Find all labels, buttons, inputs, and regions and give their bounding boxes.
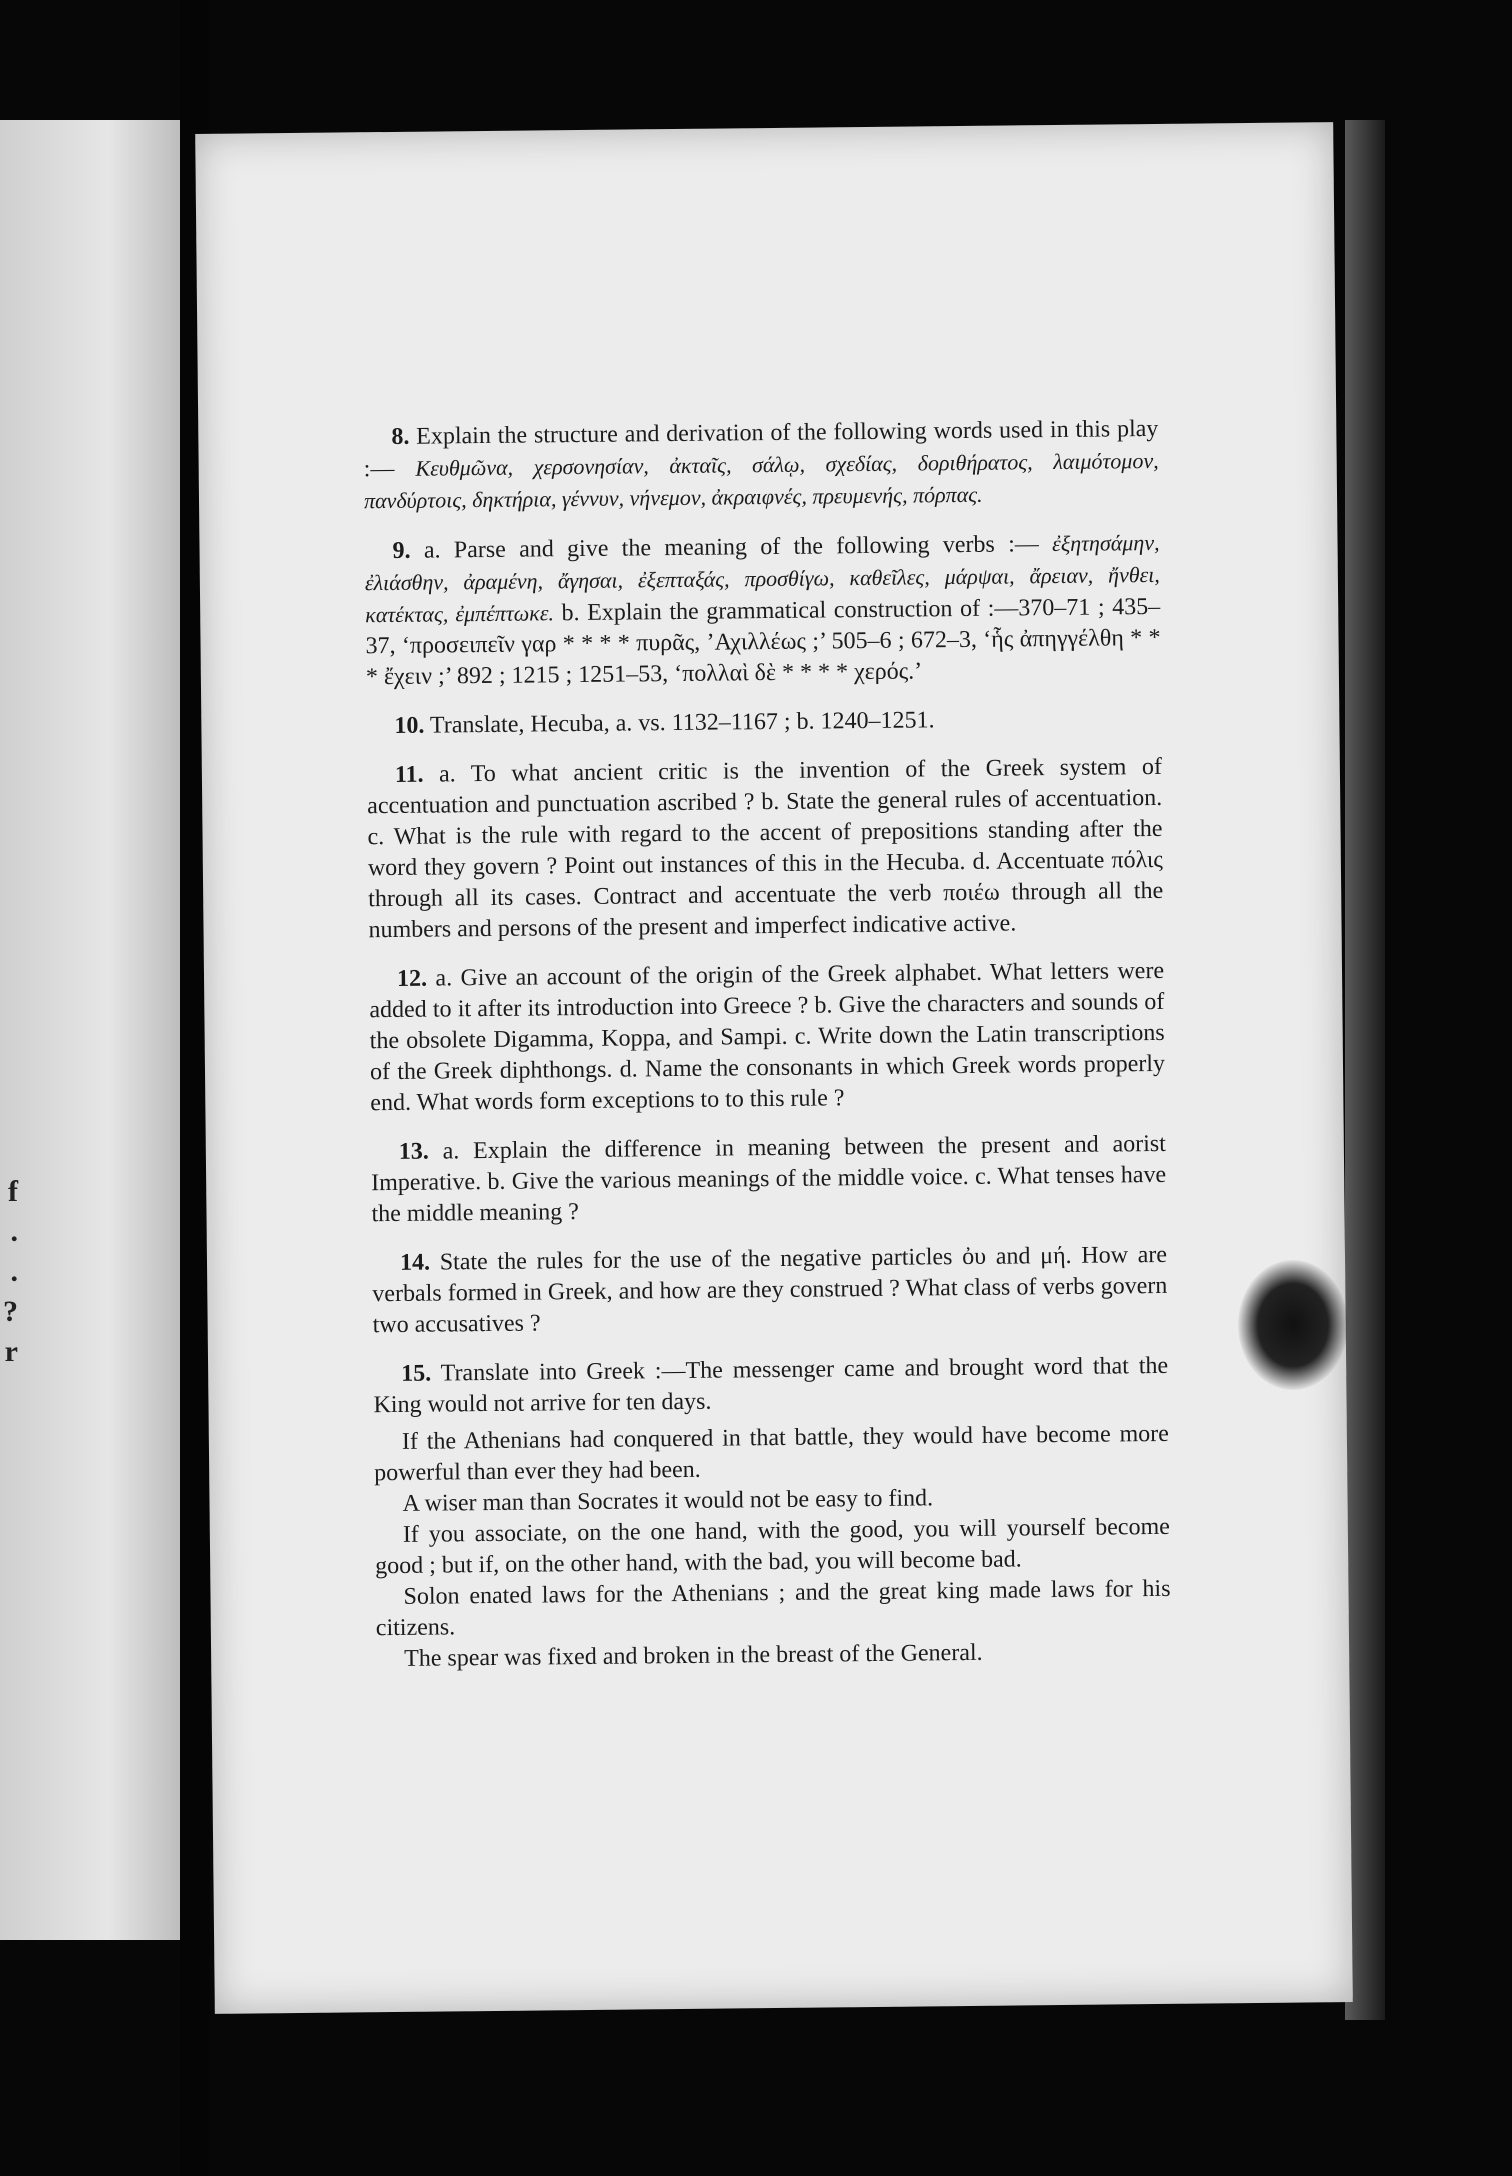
left-fragment: .: [10, 1255, 18, 1288]
question-number: 15.: [401, 1360, 432, 1387]
question-15: [373, 1351, 1169, 1421]
ink-blot: [1238, 1260, 1348, 1390]
question-number: 8.: [391, 423, 410, 450]
left-fragment: ?: [3, 1295, 18, 1328]
right-page-edge: [1345, 120, 1385, 2020]
question-number: 14.: [399, 1249, 431, 1276]
question-number: 9.: [392, 537, 411, 564]
question-12: [369, 956, 1166, 1119]
question-text: a. To what ancient critic is the invention of the Greek system of accentuation and punctuation ascribed ? b. State the general rules of accentuation. c. What is the rule with regard to the accent of prepositions standing after the word they govern ? Point out instances of this in the Hecuba. d. Accentuate πόλις through all its cases. Contract and accentuate the verb ποιέω through all the numbers and persons of the present and imperfect indicative active.: [367, 753, 1164, 944]
translation-sentence: A wiser man than Socrates it would not be easy to find.: [402, 1485, 934, 1517]
question-text: b. Explain the grammatical construction of :—370–71 ; 435–37, ‘προσειπεῖν γαρ * * * * πυρᾶς, ’Αχιλλέως ;’ 505–6 ; 672–3, ‘ἧς ἀπηγγέλθη * * * ἔχειν ;’ 892 ; 1215 ; 1251–53, ‘πολλαὶ δὲ * * * * χερός.’: [365, 593, 1161, 691]
question-number: 12.: [396, 965, 428, 992]
left-fragment: r: [4, 1335, 18, 1368]
question-text: a. Give an account of the origin of the Greek alphabet. What letters were added to it after its introduction into Greece ? b. Give the characters and sounds of the obsolete Digamma, Koppa, and Sampi. c. Write down the Latin transcriptions of the Greek diphthongs. d. Name the consonants in which Greek words properly end. What words form exceptions to to this rule ?: [369, 957, 1166, 1117]
question-text: a. Parse and give the meaning of the following verbs :—: [423, 531, 1039, 564]
question-9: [364, 527, 1161, 693]
question-14: [372, 1240, 1168, 1341]
translation-sentence: Solon enated laws for the Athenians ; and the great king made laws for his citizens.: [375, 1575, 1171, 1642]
translation-sentence: The spear was fixed and broken in the breast of the General.: [404, 1639, 983, 1672]
greek-verb-list: ἐξητησάμην, ἐλιάσθην, ἀραμένη, ἄγησαι, ἐξεπταξάς, προσθίγω, καθεῖλες, μάρψαι, ἄρειαν, ἤνθει, κατέκτας, ἐμπέπτωκε.: [364, 529, 1160, 628]
question-10: [366, 703, 1161, 742]
left-fragment: .: [10, 1215, 18, 1248]
question-8: [363, 414, 1159, 517]
question-text: Translate into Greek :—The messenger came and brought word that the King would not arrive for ten days.: [373, 1352, 1169, 1419]
greek-word-list: Κευθμῶνα, χερσονησίαν, ἀκταῖς, σάλῳ, σχεδίας, δοριθήρατος, λαιμότομον, πανδύρτοις, δηκτήρια, γέννυν, νήνεμον, ἀκραιφνές, πρευμενής, πόρπας.: [363, 447, 1159, 514]
question-13: [371, 1129, 1167, 1230]
question-number: 13.: [398, 1138, 429, 1165]
question-number: 10.: [394, 712, 425, 739]
exam-page: [195, 122, 1353, 2014]
left-fragment: f: [8, 1175, 18, 1208]
question-text: Translate, Hecuba, a. vs. 1132–1167 ; b. 1240–1251.: [429, 707, 935, 739]
left-page-edge: [0, 120, 180, 1940]
question-11: [367, 752, 1164, 946]
question-text: a. Explain the difference in meaning between the present and aorist Imperative. b. Give the various meanings of the middle voice. c. What tenses have the middle meaning ?: [371, 1130, 1167, 1228]
question-text: Explain the structure and derivation of the following words used in this play :—: [363, 415, 1159, 483]
page-content: [363, 414, 1171, 1675]
translation-sentence: If you associate, on the one hand, with the good, you will yourself become good ; but if, on the other hand, with the bad, you will become bad.: [375, 1513, 1170, 1580]
translation-sentence: If the Athenians had conquered in that battle, they would have become more powerful than ever they had been.: [374, 1420, 1169, 1487]
question-number: 11.: [394, 761, 424, 788]
question-text: State the rules for the use of the negative particles ὀυ and μή. How are verbals formed in Greek, and how are they construed ? What class of verbs govern two accusatives ?: [372, 1241, 1168, 1339]
